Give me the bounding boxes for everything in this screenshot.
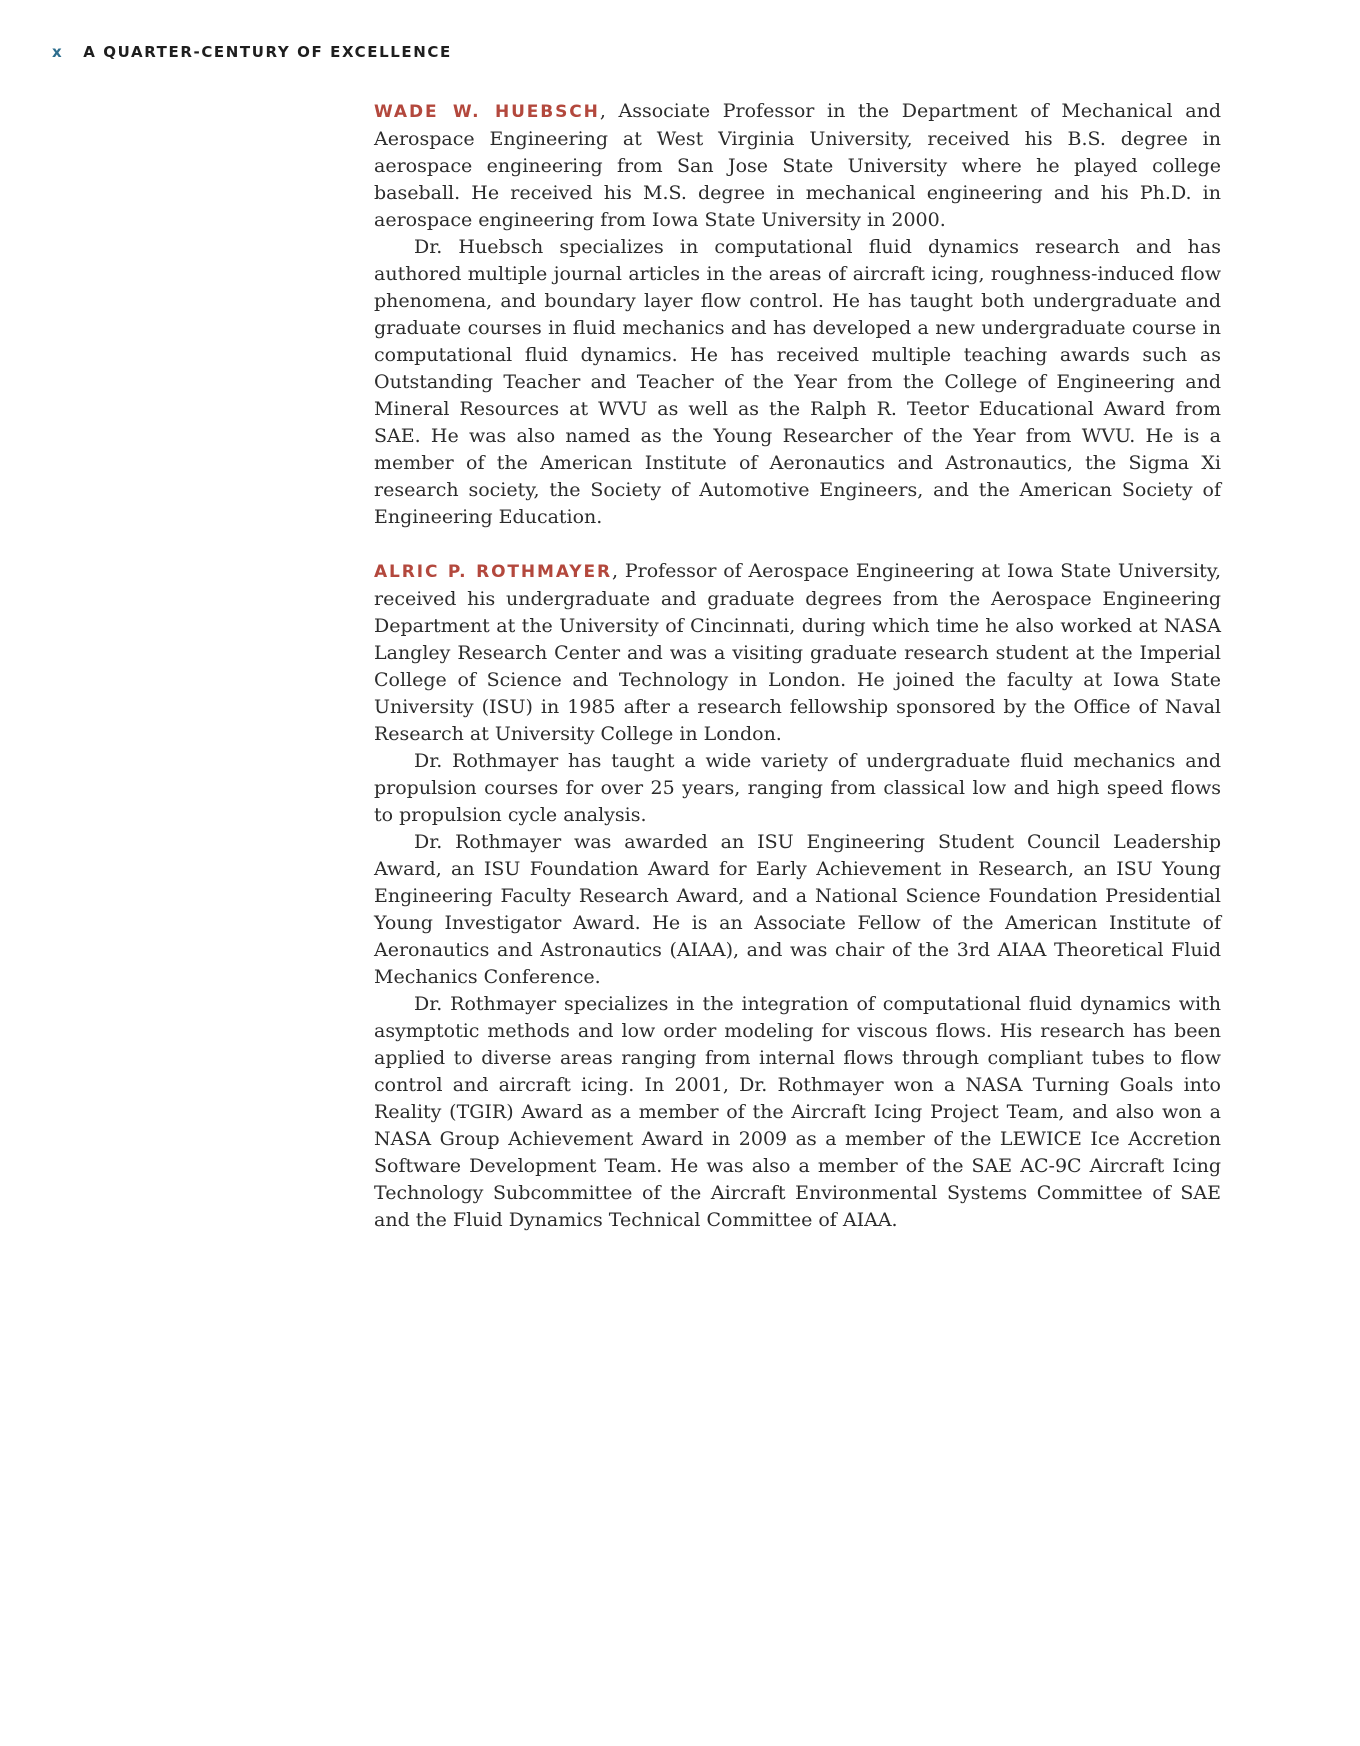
running-head <box>52 40 452 64</box>
bio-paragraph: Dr. Rothmayer specializes in the integration of computational fluid dynamics with asymptotic methods and low order modeling for viscous flows. His research has been applied to diverse areas ranging from internal flows through compliant tubes to flow control and aircraft icing. In 2001, Dr. Rothmayer won a NASA Turning Goals into Reality (TGIR) Award as a member of the Aircraft Icing Project Team, and also won a NASA Group Achievement Award in 2009 as a member of the LEWICE Ice Accretion Software Development Team. He was also a member of the SAE AC-9C Aircraft Icing Technology Subcommittee of the Aircraft Environmental Systems Committee of SAE and the Fluid Dynamics Technical Committee of AIAA. <box>374 993 1221 1231</box>
author-name: WADE W. HUEBSCH <box>374 102 600 122</box>
book-title: A QUARTER-CENTURY OF EXCELLENCE <box>83 43 452 61</box>
bio-paragraph: Dr. Rothmayer has taught a wide variety of undergraduate fluid mechanics and propulsion courses for over 25 years, ranging from classical low and high speed flows to propulsion cycle analysis. <box>374 750 1221 826</box>
bio-paragraph <box>374 558 1221 748</box>
bio-paragraph <box>374 98 1221 234</box>
bio-text: , Associate Professor in the Department of Mechanical and Aerospace Engineering at West Virginia University, received his B.S. degree in aerospace engineering from San Jose State University where he played college baseball. He received his M.S. degree in mechanical engineering and his Ph.D. in aerospace engineering from Iowa State University in 2000. <box>374 100 1221 231</box>
bio-huebsch <box>374 98 1221 531</box>
bio-content <box>374 98 1221 1261</box>
bio-paragraph: Dr. Rothmayer was awarded an ISU Engineering Student Council Leadership Award, an ISU Foundation Award for Early Achievement in Research, an ISU Young Engineering Faculty Research Award, and a National Science Foundation Presidential Young Investigator Award. He is an Associate Fellow of the American Institute of Aeronautics and Astronautics (AIAA), and was chair of the 3rd AIAA Theoretical Fluid Mechanics Conference. <box>374 831 1221 988</box>
author-name: ALRIC P. ROTHMAYER <box>374 562 613 582</box>
bio-rothmayer <box>374 558 1221 1234</box>
page-number: x <box>52 43 64 61</box>
bio-text: , Professor of Aerospace Engineering at Iowa State University, received his undergraduate and graduate degrees from the Aerospace Engineering Department at the University of Cincinnati, during which time he also worked at NASA Langley Research Center and was a visiting graduate research student at the Imperial College of Science and Technology in London. He joined the faculty at Iowa State University (ISU) in 1985 after a research fellowship sponsored by the Office of Naval Research at University College in London. <box>374 560 1221 745</box>
bio-paragraph: Dr. Huebsch specializes in computational fluid dynamics research and has authored multiple journal articles in the areas of aircraft icing, roughness-induced flow phenomena, and boundary layer flow control. He has taught both undergraduate and graduate courses in fluid mechanics and has developed a new undergraduate course in computational fluid dynamics. He has received multiple teaching awards such as Outstanding Teacher and Teacher of the Year from the College of Engineering and Mineral Resources at WVU as well as the Ralph R. Teetor Educational Award from SAE. He was also named as the Young Researcher of the Year from WVU. He is a member of the American Institute of Aeronautics and Astronautics, the Sigma Xi research society, the Society of Automotive Engineers, and the American Society of Engineering Education. <box>374 236 1221 528</box>
